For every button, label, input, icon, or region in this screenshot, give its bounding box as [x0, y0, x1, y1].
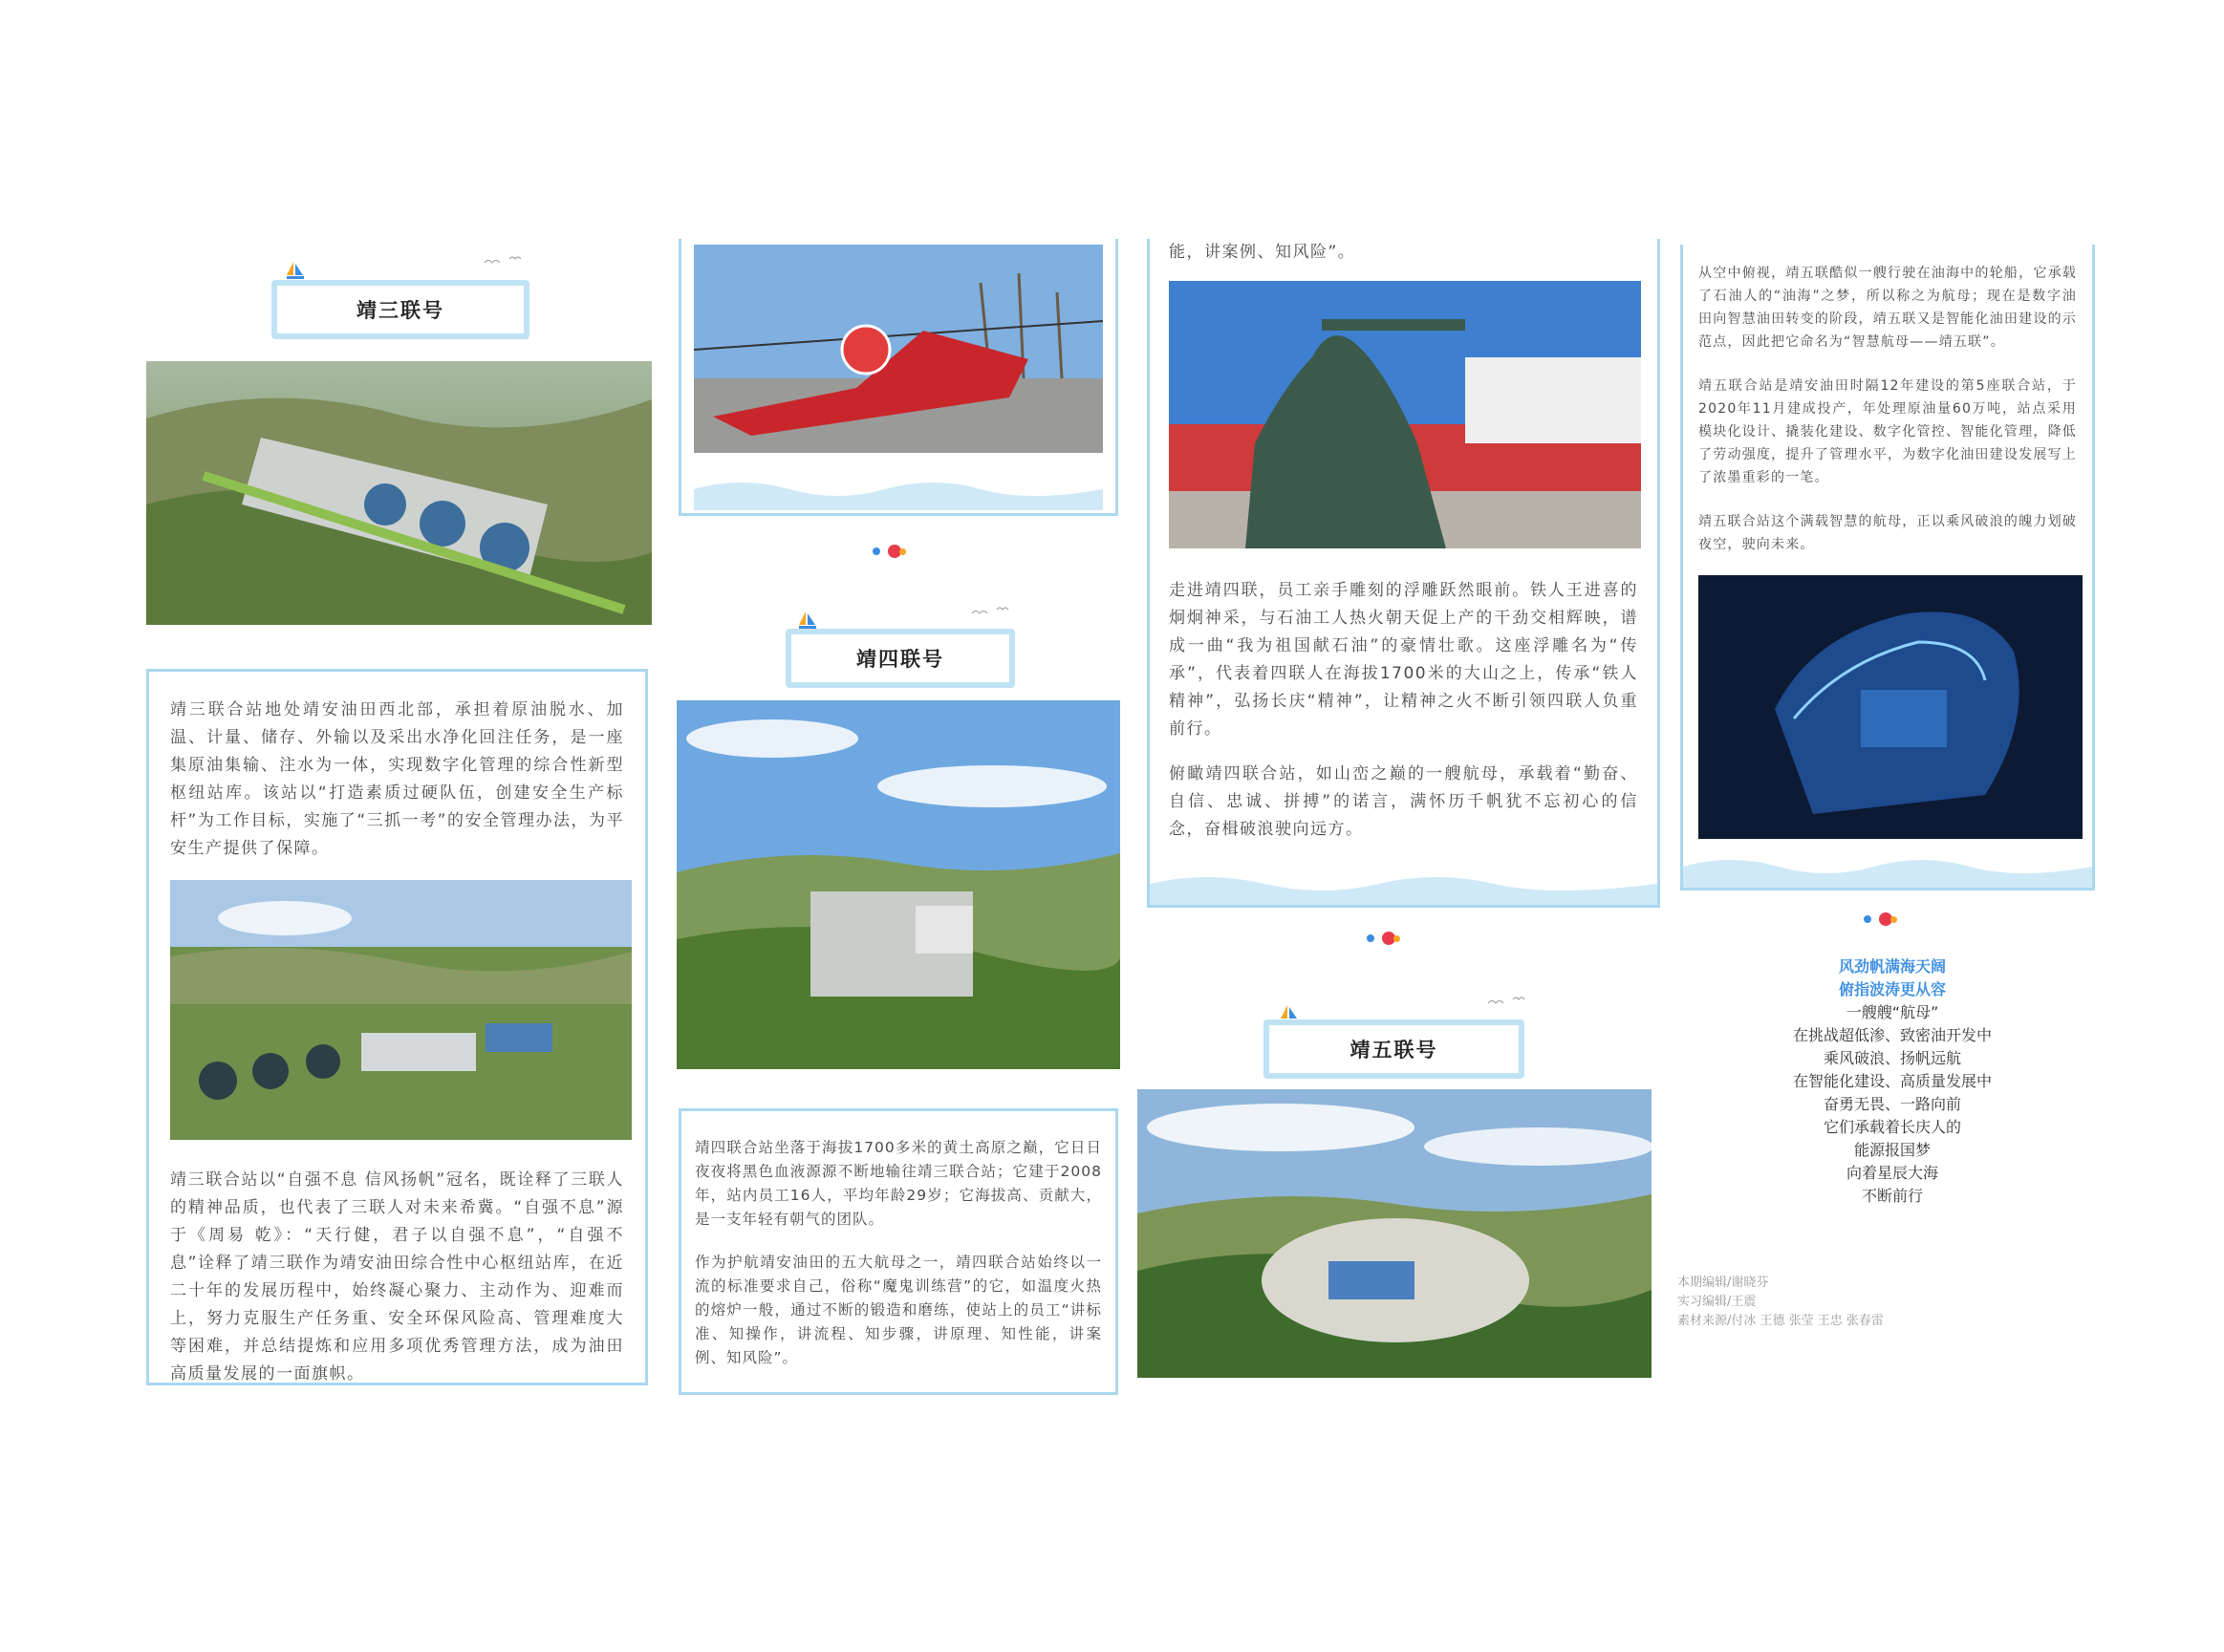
poem-line: 一艘艘“航母” [1846, 1003, 1939, 1021]
jing5-night-photo [1698, 575, 2083, 839]
poem-line: 奋勇无畏、一路向前 [1823, 1095, 1961, 1113]
jing4-paragraph-3: 走进靖四联，员工亲手雕刻的浮雕跃然眼前。铁人王进喜的炯炯神采，与石油工人热火朝天促上产的干劲交相辉映，谱成一曲“我为祖国献石油”的豪情壮歌。这座浮雕名为“传承”，代表着四联人在海拔1700米的大山之上，传承“铁人精神”，弘扬长庆“精神”，让精神之火不断引领四联人负重前行。 [1169, 581, 1638, 739]
birds-icon [1486, 994, 1534, 1009]
poem-line: 能源报国梦 [1853, 1141, 1931, 1159]
jing4-statue-photo [1169, 281, 1641, 548]
poem-line: 向着星辰大海 [1846, 1164, 1938, 1182]
jing3-paragraph-1: 靖三联合站地处靖安油田西北部，承担着原油脱水、加温、计量、储存、外输以及采出水净化回注任务，是一座集原油集输、注水为一体，实现数字化管理的综合性新型枢纽站库。该站以“打造素质过硬队伍，创建安全生产标杆”为工作目标，实施了“三抓一考”的安全管理办法，为平安生产提供了保障。 [170, 700, 624, 858]
poem-line: 不断前行 [1861, 1187, 1923, 1205]
jing4-statue-panel [1147, 239, 1660, 908]
sailboat-icon [285, 260, 306, 281]
jing4-paragraph-2-continued: 能，讲案例、知风险”。 [1169, 243, 1356, 262]
divider-dots [1864, 912, 1897, 926]
jing4-sculpture-photo [694, 245, 1103, 453]
credits [1677, 1274, 1964, 1331]
jing3-paragraph-2: 靖三联合站以“自强不息 信风扬帆”冠名，既诠释了三联人的精神品质，也代表了三联人对未来希冀。“自强不息”源于《周易 乾》：“天行健，君子以自强不息”，“自强不息”诠释了靖三联作为靖安油田综合性中心枢纽站库，在近二十年的发展历程中，始终凝心聚力、主动作为、迎难而上，努力克服生产任务重、安全环保风险高、管理难度大等困难，并总结提炼和应用多项优秀管理方法，成为油田高质量发展的一面旗帜。 [170, 1170, 624, 1384]
poem-line: 它们承载着长庆人的 [1823, 1118, 1961, 1136]
jing5-paragraph-3: 靖五联合站这个满载智慧的航母，正以乘风破浪的魄力划破夜空，驶向未来。 [1698, 514, 2077, 552]
wave-decoration [1683, 853, 2092, 888]
title-jing3-text: 靖三联号 [277, 286, 524, 333]
jing4-sign-panel [679, 239, 1118, 516]
poem-line: 在挑战超低渗、致密油开发中 [1792, 1026, 1992, 1044]
poem-line: 在智能化建设、高质量发展中 [1792, 1072, 1992, 1090]
divider-dots [873, 545, 906, 558]
sailboat-icon [797, 610, 818, 631]
jing4-text-panel [679, 1108, 1118, 1395]
closing-poem [1739, 955, 2045, 1208]
birds-icon [483, 253, 530, 268]
jing4-paragraph-2: 作为护航靖安油田的五大航母之一，靖四联合站始终以一流的标准要求自己，俗称“魔鬼训练营”的它，如温度火热的熔炉一般，通过不断的锻造和磨练，使站上的员工“讲标准、知操作，讲流程、知步骤，讲原理、知性能，讲案例、知风险”。 [695, 1254, 1102, 1366]
section-title-jing4 [786, 629, 1015, 688]
poem-line: 乘风破浪、扬帆远航 [1823, 1049, 1961, 1067]
jing5-paragraph-1: 从空中俯视，靖五联酷似一艘行驶在油海中的轮船，它承载了石油人的“油海”之梦，所以称之为航母；现在是数字油田向智慧油田转变的阶段，靖五联又是智能化油田建设的示范点，因此把它命名为“智慧航母——靖五联”。 [1698, 266, 2077, 350]
poem-headline-2: 俯指波涛更从容 [1838, 980, 1946, 998]
birds-icon [970, 604, 1018, 619]
jing4-paragraph-4: 俯瞰靖四联合站，如山峦之巅的一艘航母，承载着“勤奋、自信、忠诚、拼搏”的诺言，满怀历千帆犹不忘初心的信念，奋楫破浪驶向远方。 [1169, 764, 1638, 839]
credit-sources: 素材来源/付冰 王德 张莹 王忠 张春雷 [1677, 1314, 1884, 1328]
divider-dots [1367, 932, 1400, 945]
jing4-paragraph-1: 靖四联合站坐落于海拔1700多米的黄土高原之巅，它日日夜夜将黑色血液源源不断地输往靖三联合站；它建于2008年，站内员工16人，平均年龄29岁；它海拔高、贡献大，是一支年轻有朝气的团队。 [695, 1139, 1102, 1228]
title-jing5-text: 靖五联号 [1269, 1025, 1519, 1073]
jing3-text-panel [146, 669, 648, 1385]
wave-decoration [694, 476, 1103, 510]
jing4-aerial-photo [677, 700, 1120, 1069]
credit-editor: 本期编辑/谢晓芬 [1677, 1276, 1769, 1290]
credit-intern-editor: 实习编辑/王震 [1677, 1295, 1757, 1309]
jing5-paragraph-2: 靖五联合站是靖安油田时隔12年建设的第5座联合站，于2020年11月建成投产，年处理原油量60万吨，站点采用模块化设计、撬装化建设、数字化管控、智能化管理，降低了劳动强度，提升了管理水平，为数字化油田建设发展写上了浓墨重彩的一笔。 [1698, 378, 2077, 485]
title-jing4-text: 靖四联号 [791, 634, 1009, 682]
poem-headline-1: 风劲帆满海天阔 [1838, 957, 1946, 976]
wave-decoration [1150, 870, 1657, 905]
jing5-aerial-photo [1137, 1089, 1652, 1378]
jing5-text-panel [1680, 245, 2095, 890]
section-title-jing5 [1263, 1019, 1524, 1079]
section-title-jing3 [271, 280, 529, 339]
jing3-aerial-photo [146, 361, 652, 625]
jing3-overview-photo [170, 880, 632, 1140]
